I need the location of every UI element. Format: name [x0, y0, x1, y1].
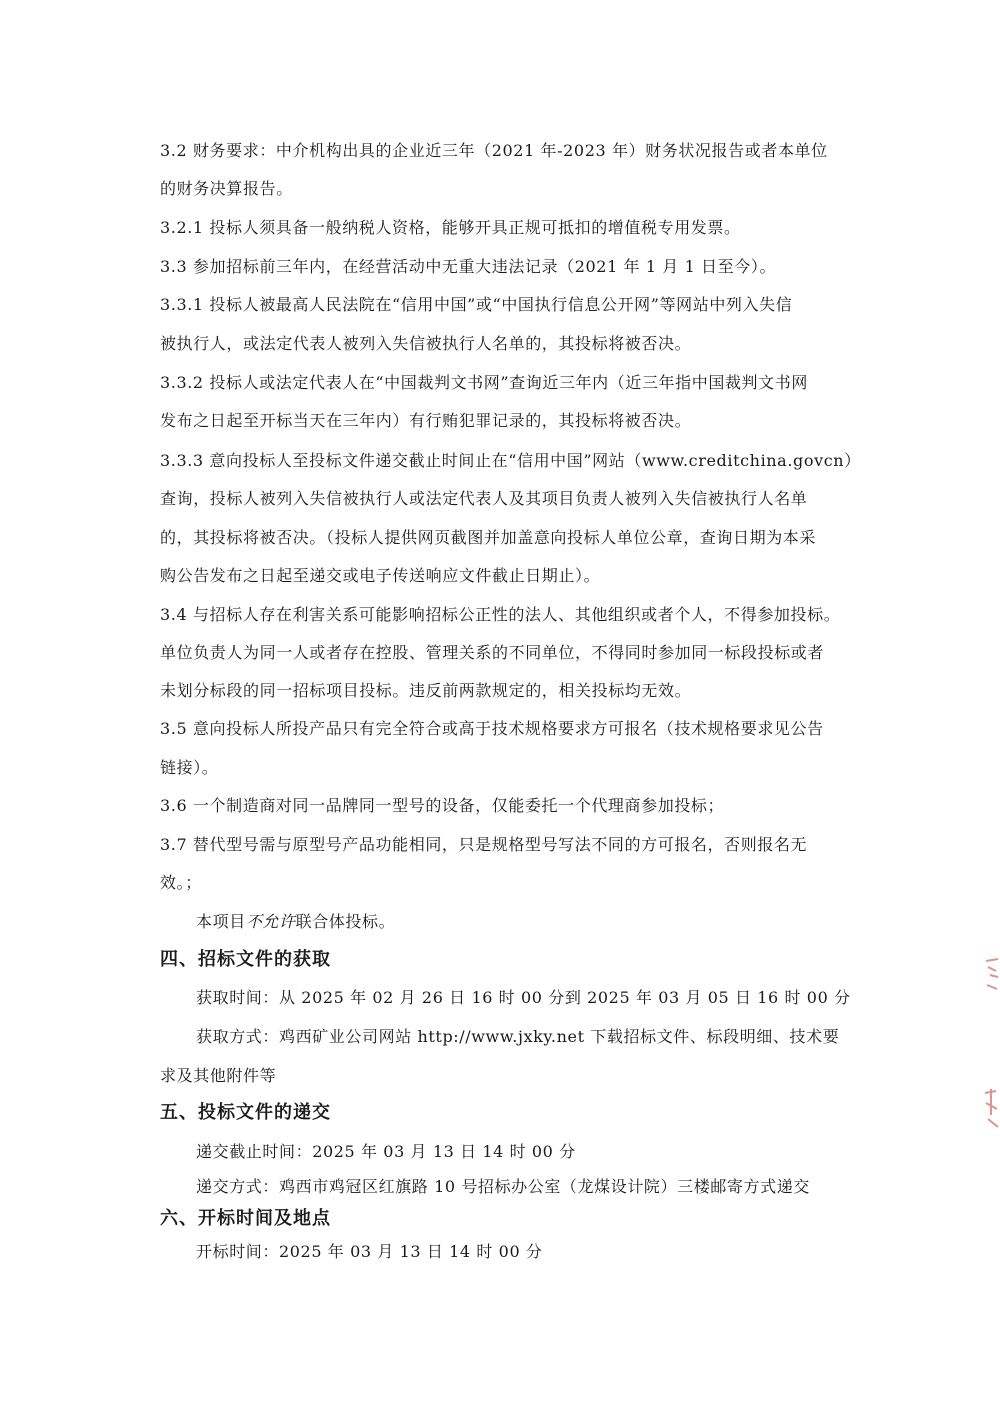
- consortium-note-not-allowed: 不允许: [245, 912, 296, 931]
- section-4-acquire-time: 获取时间：从 2025 年 02 月 26 日 16 时 00 分到 2025 年 03 月 05 日 16 时 00 分: [196, 988, 851, 1007]
- text-line-3-5: 3.5 意向投标人所投产品只有完全符合或高于技术规格要求方可报名（技术规格要求见公告: [160, 719, 824, 738]
- text-line-3-2: 3.2 财务要求：中介机构出具的企业近三年（2021 年-2023 年）财务状况报告或者本单位: [160, 141, 828, 160]
- text-line-3-4: 3.4 与招标人存在利害关系可能影响招标公正性的法人、其他组织或者个人，不得参加投标。: [160, 605, 841, 624]
- text-line-3-6: 3.6 一个制造商对同一品牌同一型号的设备，仅能委托一个代理商参加投标；: [160, 796, 725, 815]
- section-4-acquire-method: 获取方式：鸡西矿业公司网站 http://www.jxky.net 下载招标文件、标段明细、技术要: [196, 1027, 840, 1046]
- text-line-3-3-2: 3.3.2 投标人或法定代表人在“中国裁判文书网”查询近三年内（近三年指中国裁判文书网: [160, 373, 808, 392]
- text-line-3-3: 3.3 参加招标前三年内，在经营活动中无重大违法记录（2021 年 1 月 1 日至今）。: [160, 257, 777, 276]
- section-6-opening-time: 开标时间：2025 年 03 月 13 日 14 时 00 分: [196, 1242, 543, 1261]
- section-5-deadline: 递交截止时间：2025 年 03 月 13 日 14 时 00 分: [196, 1142, 576, 1161]
- text-line-3-5-cont: 链接）。: [160, 758, 219, 777]
- text-line-3-7-cont: 效。；: [160, 873, 202, 892]
- section-5-heading: 五、投标文件的递交: [160, 1102, 331, 1123]
- text-line-3-7: 3.7 替代型号需与原型号产品功能相同，只是规格型号写法不同的方可报名，否则报名无: [160, 835, 808, 854]
- consortium-note: [196, 911, 395, 933]
- section-4-acquire-method-cont: 求及其他附件等: [160, 1066, 277, 1085]
- text-line-3-3-3-cont-3: 购公告发布之日起至递交或电子传送响应文件截止日期止）。: [160, 566, 601, 585]
- text-line-3-3-1-cont: 被执行人，或法定代表人被列入失信被执行人名单的，其投标将被否决。: [160, 334, 692, 353]
- section-6-heading: 六、开标时间及地点: [160, 1208, 331, 1229]
- text-line-3-2-cont: 的财务决算报告。: [160, 179, 293, 198]
- text-line-3-3-3-cont-2: 的，其投标将被否决。（投标人提供网页截图并加盖意向投标人单位公章，查询日期为本采: [160, 528, 817, 547]
- section-5-method: 递交方式：鸡西市鸡冠区红旗路 10 号招标办公室（龙煤设计院）三楼邮寄方式递交: [196, 1177, 810, 1196]
- seal-fragment-top-graphic: [982, 955, 1000, 995]
- seal-fragment-bottom-graphic: [982, 1085, 1000, 1135]
- text-line-3-4-cont-2: 未划分标段的同一招标项目投标。违反前两款规定的，相关投标均无效。: [160, 681, 692, 700]
- text-line-3-2-1: 3.2.1 投标人须具备一般纳税人资格，能够开具正规可抵扣的增值税专用发票。: [160, 218, 741, 237]
- text-line-3-4-cont-1: 单位负责人为同一人或者存在控股、管理关系的不同单位，不得同时参加同一标段投标或者: [160, 643, 825, 662]
- text-line-3-3-1: 3.3.1 投标人被最高人民法院在“信用中国”或“中国执行信息公开网”等网站中列入失信: [160, 295, 793, 314]
- section-4-heading: 四、招标文件的获取: [160, 949, 331, 970]
- text-line-3-3-3: 3.3.3 意向投标人至投标文件递交截止时间止在“信用中国”网站（www.creditchina.govcn）: [160, 451, 861, 470]
- seal-fragment-top: [982, 955, 1000, 995]
- seal-fragment-bottom: [982, 1085, 1000, 1135]
- text-line-3-3-3-cont-1: 查询，投标人被列入失信被执行人或法定代表人及其项目负责人被列入失信被执行人名单: [160, 489, 808, 508]
- text-line-3-3-2-cont: 发布之日起至开标当天在三年内）有行贿犯罪记录的，其投标将被否决。: [160, 411, 692, 430]
- consortium-note-suffix: 联合体投标。: [295, 912, 396, 931]
- consortium-note-prefix: 本项目: [196, 912, 246, 931]
